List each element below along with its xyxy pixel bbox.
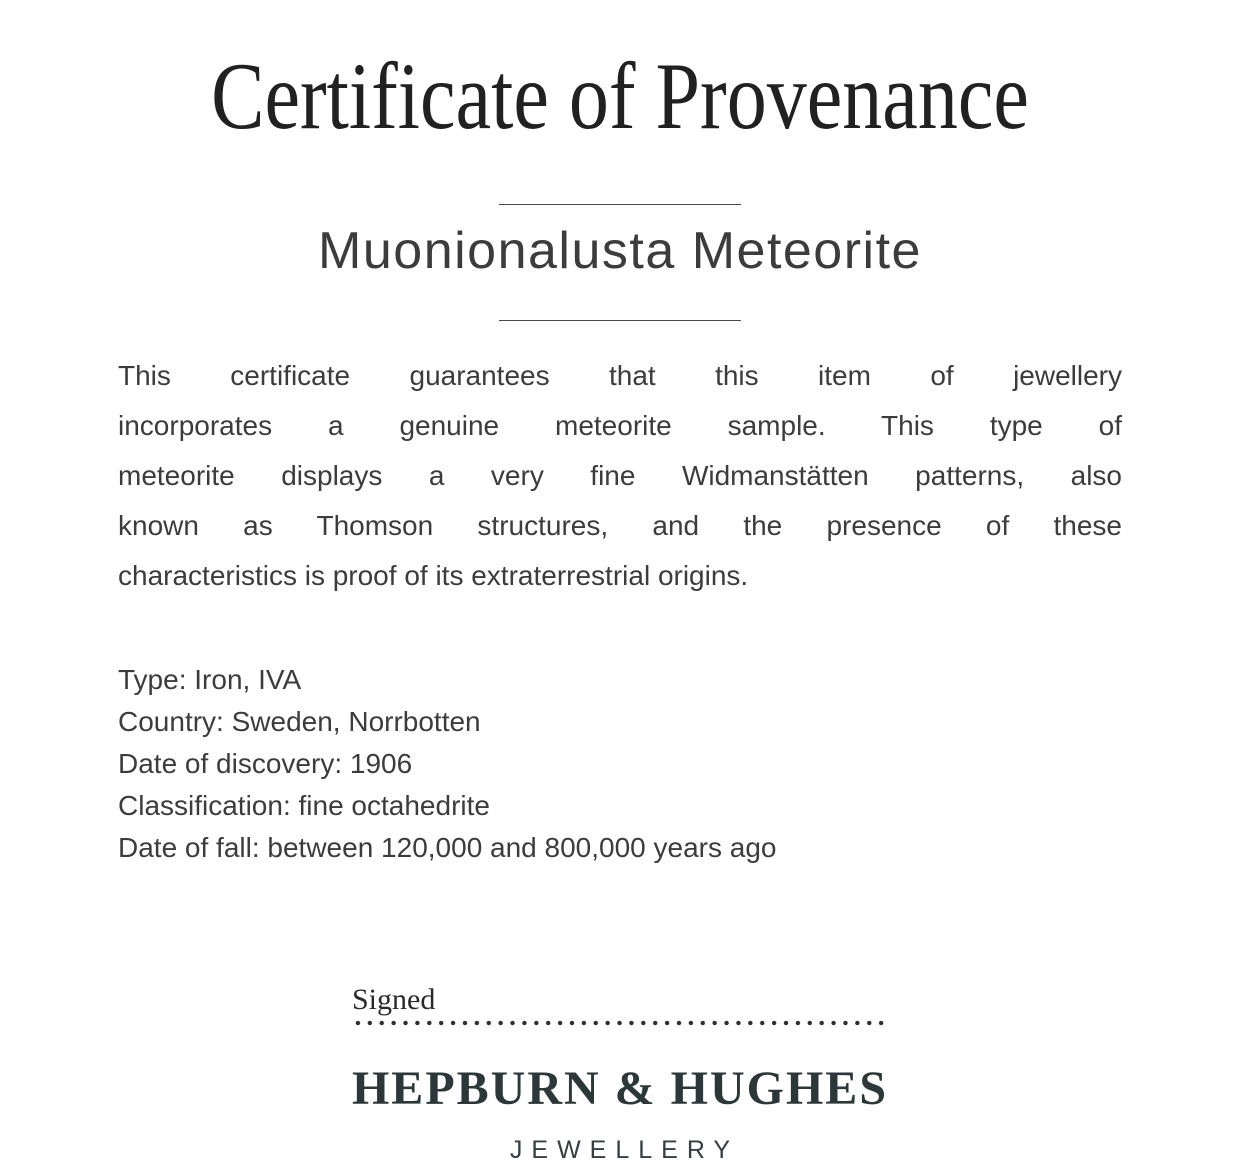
detail-country: Country: Sweden, Norrbotten: [118, 705, 481, 737]
brand-subtitle: JEWELLERY: [509, 1135, 740, 1164]
body-line: This certificate guarantees that this item of jewellery: [118, 359, 1122, 391]
detail-date-of-discovery: Date of discovery: 1906: [118, 747, 413, 779]
divider-bottom: [499, 320, 741, 321]
detail-classification: Classification: fine octahedrite: [118, 789, 490, 821]
body-line: incorporates a genuine meteorite sample. This type of: [118, 409, 1122, 441]
certificate-title-text: Certificate of Provenance: [211, 42, 1029, 149]
body-line: known as Thomson structures, and the presence of these: [118, 509, 1122, 541]
body-line: meteorite displays a very fine Widmanstätten patterns, also: [118, 459, 1122, 491]
certificate-title: [118, 42, 1122, 149]
certificate-content: [118, 42, 1122, 1165]
signature-block: [352, 982, 888, 1026]
meteorite-details-list: [118, 659, 1122, 869]
signed-label: Signed: [352, 982, 436, 1016]
certificate-body: [118, 351, 1122, 601]
detail-type: Type: Iron, IVA: [118, 663, 302, 695]
detail-date-of-fall: Date of fall: between 120,000 and 800,000 years ago: [118, 831, 777, 863]
divider-top: [499, 204, 741, 205]
certificate-subtitle: Muonionalusta Meteorite: [318, 221, 922, 280]
body-line: characteristics is proof of its extraterrestrial origins.: [118, 559, 749, 591]
signature-dotted-line: [352, 1020, 888, 1026]
brand-name: HEPBURN & HUGHES: [351, 1061, 889, 1115]
